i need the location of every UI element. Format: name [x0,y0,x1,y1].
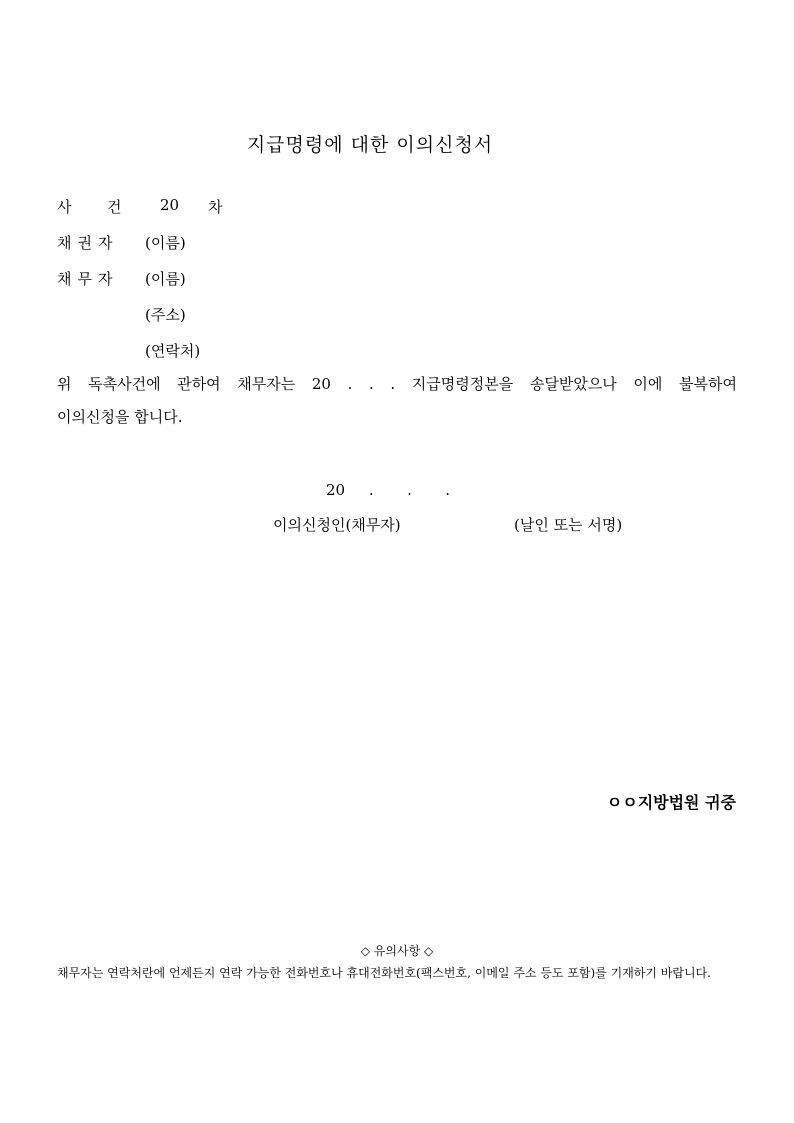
seal-label: (날인 또는 서명) [514,516,623,534]
date-line: 20 . . . [326,481,450,499]
creditor-label: 채권자 [57,234,119,252]
notice-text: 채무자는 연락처란에 언제든지 연락 가능한 전화번호나 휴대전화번호(팩스번호, 이메일 주소 등도 포함)를 기재하기 바랍니다. [57,966,711,980]
court-addressee: ㅇㅇ지방법원 귀중 [606,793,736,812]
debtor-name: (이름) [145,270,186,288]
case-suffix: 차 [208,198,223,216]
applicant-label: 이의신청인(채무자) [273,516,401,534]
case-label-2: 건 [107,198,122,216]
debtor-address: (주소) [145,306,186,324]
body-line-2: 이의신청을 합니다. [57,408,183,426]
debtor-contact: (연락처) [145,342,201,360]
notice-title: ◇ 유의사항 ◇ [360,944,434,958]
body-line-1: 위 독촉사건에 관하여 채무자는 20 . . . 지급명령정본을 송달받았으나 이에 불복하여 [57,375,737,393]
document-title: 지급명령에 대한 이의신청서 [246,134,494,156]
creditor-name: (이름) [145,234,186,252]
case-year: 20 [160,196,180,214]
case-label: 사 [57,198,72,216]
debtor-label: 채무자 [57,270,119,288]
